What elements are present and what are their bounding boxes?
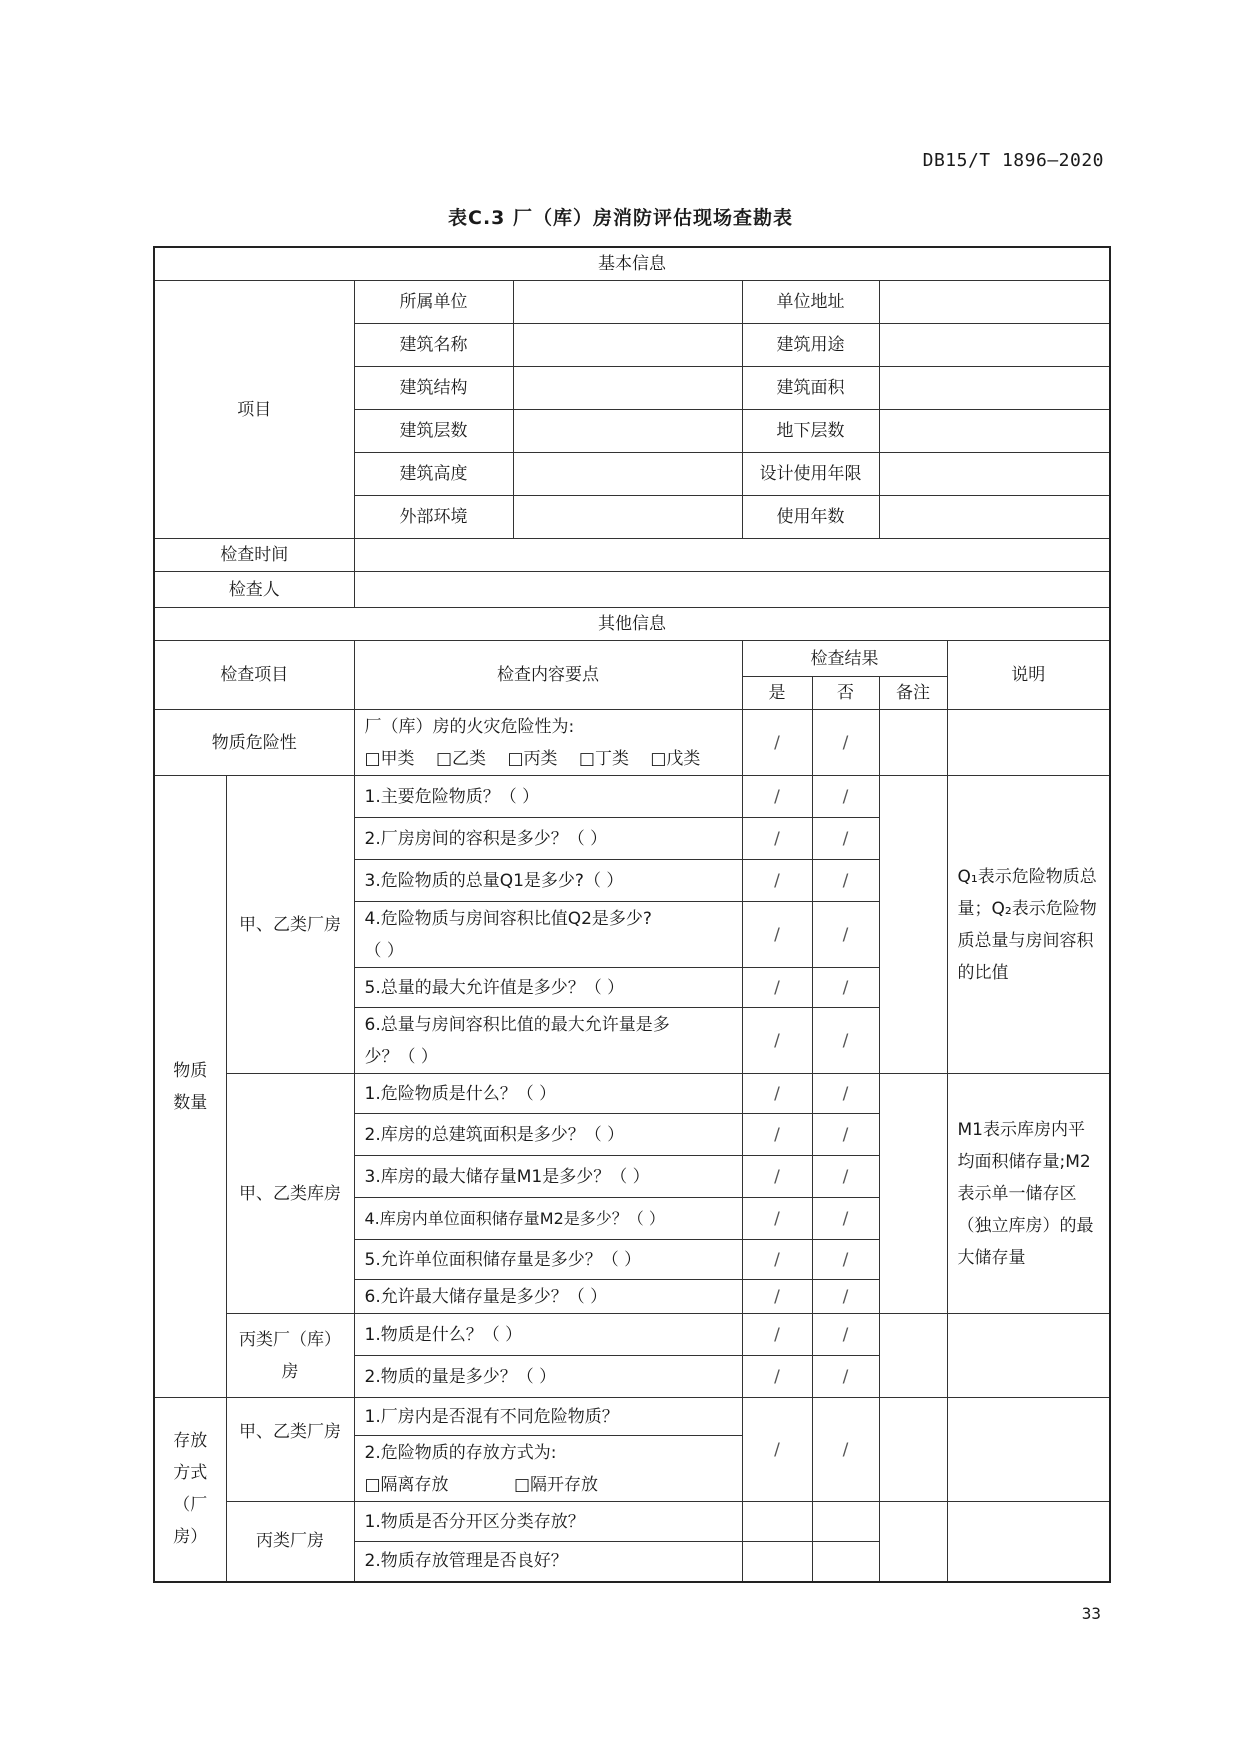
result-yes-cell[interactable]: / [742,1074,812,1114]
note-cell [947,1502,1110,1582]
hazard-options [365,743,738,775]
header-remark: 备注 [879,677,947,710]
document-code: DB15/T 1896—2020 [922,150,1104,171]
remark-cell[interactable] [879,1502,947,1582]
list-item-line: 6.总量与房间容积比值的最大允许量是多 [364,1014,670,1035]
quantity-label-line1: 物质 [173,1060,208,1081]
field-value-structure[interactable] [513,367,742,409]
field-value-floors[interactable] [513,410,742,452]
field-value-years-used[interactable] [879,496,1110,539]
hazard-question: 厂（库）房的火灾危险性为: [364,716,575,737]
result-no-cell[interactable] [812,1502,879,1542]
inspection-table [153,246,1111,1583]
field-label-building-use: 建筑用途 [742,324,879,367]
group-storage-c: 丙类厂房 [226,1502,354,1582]
result-yes-cell[interactable]: / [742,1398,812,1502]
field-value-address[interactable] [879,281,1110,324]
result-no-cell[interactable]: / [812,776,879,818]
remark-cell[interactable] [879,776,947,1074]
result-no-cell[interactable]: / [812,1356,879,1398]
hazard-content [354,710,742,776]
list-item [354,902,742,968]
result-no-cell[interactable]: / [812,968,879,1008]
list-item: 3.危险物质的总量Q1是多少?（ ） [354,860,742,902]
result-yes-cell[interactable]: / [742,902,812,968]
storage-options [365,1469,738,1501]
result-yes-cell[interactable]: / [742,1240,812,1280]
basic-row-1 [354,281,742,324]
quantity-label-line2: 数量 [173,1092,208,1113]
list-item: 5.总量的最大允许值是多少？（ ） [354,968,742,1008]
group-class-c-line2: 房 [281,1361,299,1382]
section-basic-info: 基本信息 [154,247,1110,281]
inspect-time-value[interactable] [354,539,1110,572]
field-label-structure: 建筑结构 [355,367,514,409]
list-item: 2.库房的总建筑面积是多少？（ ） [354,1114,742,1156]
option-jia[interactable]: □甲类 [364,748,415,769]
note-m: M1表示库房内平均面积储存量;M2表示单一储存区（独立库房）的最大储存量 [947,1074,1110,1314]
list-item: 2.物质的量是多少？（ ） [354,1356,742,1398]
group-class-c [226,1314,354,1398]
field-label-design-life: 设计使用年限 [742,453,879,496]
remark-cell[interactable] [879,1314,947,1398]
result-no-cell[interactable]: / [812,1008,879,1074]
result-no-cell[interactable]: / [812,710,879,776]
storage-label-line1: 存放 [173,1431,208,1452]
field-label-underground: 地下层数 [742,410,879,453]
field-value-underground[interactable] [879,410,1110,453]
result-yes-cell[interactable]: / [742,710,812,776]
result-yes-cell[interactable]: / [742,818,812,860]
result-yes-cell[interactable]: / [742,1114,812,1156]
result-yes-cell[interactable]: / [742,1198,812,1240]
storage-label [154,1398,226,1582]
field-value-environment[interactable] [513,496,742,538]
result-no-cell[interactable]: / [812,860,879,902]
result-yes-cell[interactable]: / [742,1008,812,1074]
inspector-value[interactable] [354,572,1110,608]
group-factory-ab: 甲、乙类厂房 [226,776,354,1074]
header-note: 说明 [947,641,1110,710]
list-item-line: 2.危险物质的存放方式为: [364,1442,557,1463]
remark-cell[interactable] [879,1074,947,1314]
list-item: 1.厂房内是否混有不同危险物质？ [354,1398,742,1436]
inspect-time-label: 检查时间 [154,539,354,572]
storage-label-line2: 方式 [173,1463,208,1484]
basic-row-5 [354,453,742,496]
list-item: 3.库房的最大储存量M1是多少？（ ） [354,1156,742,1198]
field-value-design-life[interactable] [879,453,1110,496]
project-label: 项目 [154,281,354,539]
list-item-line: （ ） [364,940,404,961]
result-no-cell[interactable]: / [812,818,879,860]
group-storage-ab: 甲、乙类厂房 [226,1398,354,1502]
header-yes: 是 [742,677,812,710]
table-title: 表C.3 厂（库）房消防评估现场查勘表 [448,207,793,229]
header-no: 否 [812,677,879,710]
option-wu[interactable]: □戊类 [650,748,701,769]
inspector-label: 检查人 [154,572,354,608]
remark-cell[interactable] [879,710,947,776]
quantity-label [154,776,226,1398]
field-label-area: 建筑面积 [742,367,879,410]
group-warehouse-ab: 甲、乙类库房 [226,1074,354,1314]
list-item: 2.物质存放管理是否良好？ [354,1542,742,1582]
field-label-address: 单位地址 [742,281,879,324]
field-value-building-use[interactable] [879,324,1110,367]
field-value-area[interactable] [879,367,1110,410]
field-label-years-used: 使用年数 [742,496,879,539]
section-other-info: 其他信息 [154,608,1110,641]
basic-row-6 [354,496,742,539]
result-yes-cell[interactable]: / [742,1280,812,1314]
basic-row-4 [354,410,742,453]
option-isolated[interactable]: □隔离存放 [364,1474,449,1495]
result-yes-cell[interactable]: / [742,860,812,902]
note-cell [947,710,1110,776]
result-yes-cell[interactable] [742,1542,812,1582]
list-item: 1.危险物质是什么？（ ） [354,1074,742,1114]
option-bing[interactable]: □丙类 [507,748,558,769]
option-yi[interactable]: □乙类 [435,748,487,769]
list-item-line: 4.危险物质与房间容积比值Q2是多少? [364,908,652,929]
header-check-result: 检查结果 [742,641,947,677]
result-yes-cell[interactable] [742,1502,812,1542]
list-item-line: 少？（ ） [364,1046,438,1067]
result-no-cell[interactable]: / [812,1280,879,1314]
result-yes-cell[interactable]: / [742,968,812,1008]
note-q: Q₁表示危险物质总量；Q₂表示危险物质总量与房间容积的比值 [947,776,1110,1074]
storage-label-line3: （厂 [173,1495,208,1516]
list-item: 6.允许最大储存量是多少？（ ） [354,1280,742,1314]
result-no-cell[interactable]: / [812,1240,879,1280]
list-item: 1.主要危险物质？（ ） [354,776,742,818]
result-no-cell[interactable]: / [812,902,879,968]
list-item: 5.允许单位面积储存量是多少？（ ） [354,1240,742,1280]
result-no-cell[interactable]: / [812,1156,879,1198]
list-item [354,1008,742,1074]
header-check-points: 检查内容要点 [354,641,742,710]
result-yes-cell[interactable]: / [742,1156,812,1198]
result-no-cell[interactable]: / [812,1398,879,1502]
field-value-building-name[interactable] [513,324,742,366]
field-label-unit: 所属单位 [355,281,514,323]
remark-cell[interactable] [879,1398,947,1502]
list-item: 1.物质是否分开区分类存放？ [354,1502,742,1542]
field-label-floors: 建筑层数 [355,410,514,452]
result-no-cell[interactable]: / [812,1198,879,1240]
list-item: 4.库房内单位面积储存量M2是多少？（ ） [354,1198,742,1240]
result-no-cell[interactable]: / [812,1314,879,1356]
result-no-cell[interactable]: / [812,1074,879,1114]
list-item: 1.物质是什么？（ ） [354,1314,742,1356]
field-value-height[interactable] [513,453,742,495]
page-number: 33 [1081,1604,1101,1623]
header-check-item: 检查项目 [154,641,354,710]
field-value-unit[interactable] [513,281,742,323]
basic-row-2 [354,324,742,367]
list-item [354,1436,742,1502]
basic-row-3 [354,367,742,410]
result-yes-cell[interactable]: / [742,1314,812,1356]
field-label-height: 建筑高度 [355,453,514,495]
result-yes-cell[interactable]: / [742,1356,812,1398]
result-no-cell[interactable]: / [812,1114,879,1156]
note-cell [947,1398,1110,1502]
option-ding[interactable]: □丁类 [578,748,629,769]
hazard-label: 物质危险性 [154,710,354,776]
field-label-building-name: 建筑名称 [355,324,514,366]
storage-label-line4: 房） [173,1527,208,1548]
group-class-c-line1: 丙类厂（库） [239,1329,341,1350]
option-separated[interactable]: □隔开存放 [513,1474,599,1495]
result-no-cell[interactable] [812,1542,879,1582]
field-label-environment: 外部环境 [355,496,514,538]
note-cell [947,1314,1110,1398]
list-item: 2.厂房房间的容积是多少？（ ） [354,818,742,860]
result-yes-cell[interactable]: / [742,776,812,818]
